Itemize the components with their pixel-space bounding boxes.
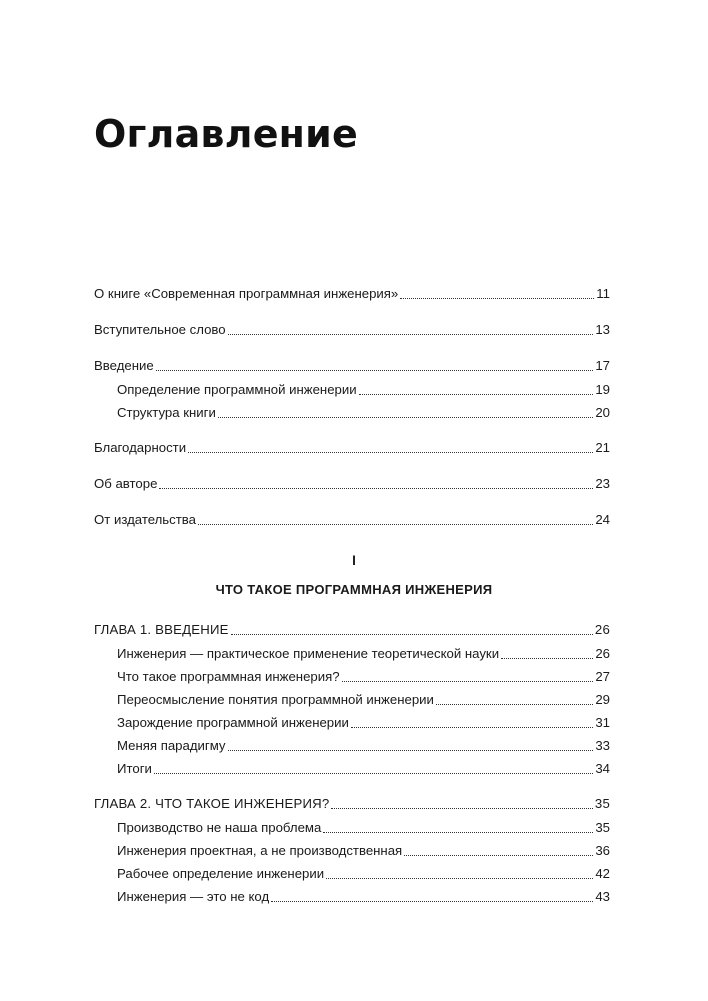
toc-entry-label: Об авторе (94, 476, 158, 491)
dot-leader (326, 877, 593, 879)
toc-chapter-label: ГЛАВА 2. ЧТО ТАКОЕ ИНЖЕНЕРИЯ? (94, 796, 330, 811)
toc-entry-label: Меняя парадигму (117, 738, 226, 753)
toc-subentry (117, 690, 610, 710)
dot-leader (198, 523, 593, 525)
toc-entry-label: Рабочее определение инженерии (117, 866, 325, 881)
toc-entry-page: 19 (595, 382, 610, 397)
toc-entry-page: 17 (595, 358, 610, 373)
toc-entry-label: Переосмысление понятия программной инженерии (117, 692, 434, 707)
toc-subentry (117, 736, 610, 756)
toc-subentry (117, 667, 610, 687)
toc-entry-page: 21 (595, 440, 610, 455)
toc-entry-page: 24 (595, 512, 610, 527)
toc-entry-page: 31 (595, 715, 610, 730)
toc-entry-page: 11 (596, 286, 610, 301)
part-number: I (352, 553, 356, 568)
toc-entry-label: Структура книги (117, 405, 216, 420)
toc-subentry (117, 841, 610, 861)
toc-entry-label: Инженерия — практическое применение теоретической науки (117, 646, 500, 661)
toc-entry-page: 13 (595, 322, 610, 337)
dot-leader (359, 393, 594, 395)
dot-leader (154, 772, 593, 774)
toc-chapter (94, 794, 610, 814)
toc-entry-page: 29 (595, 692, 610, 707)
toc-entry-label: Инженерия проектная, а не производственная (117, 843, 403, 858)
toc-entry-page: 23 (595, 476, 610, 491)
toc-entry-label: Что такое программная инженерия? (117, 669, 340, 684)
page-title: Оглавление (94, 112, 358, 156)
toc-entry-page: 42 (595, 866, 610, 881)
dot-leader (271, 900, 593, 902)
dot-leader (228, 333, 594, 335)
toc-entry-label: От издательства (94, 512, 197, 527)
toc-entry (94, 438, 610, 458)
toc-subentry (117, 403, 610, 423)
toc-entry-label: Введение (94, 358, 154, 373)
toc-entry-page: 36 (595, 843, 610, 858)
toc-entry-label: Производство не наша проблема (117, 820, 322, 835)
dot-leader (400, 297, 594, 299)
dot-leader (351, 726, 593, 728)
toc-subentry (117, 887, 610, 907)
toc-entry-label: Итоги (117, 761, 152, 776)
toc-chapter (94, 620, 610, 640)
dot-leader (501, 657, 593, 659)
dot-leader (228, 749, 594, 751)
toc-entry-label: Определение программной инженерии (117, 382, 357, 397)
toc-subentry (117, 818, 610, 838)
toc-entry-page: 34 (595, 761, 610, 776)
toc-entry-label: Инженерия — это не код (117, 889, 270, 904)
toc-entry-page: 35 (594, 796, 610, 811)
toc-entry-page: 26 (595, 646, 610, 661)
dot-leader (342, 680, 594, 682)
dot-leader (404, 854, 593, 856)
dot-leader (188, 451, 593, 453)
toc-subentry (117, 713, 610, 733)
toc-entry (94, 510, 610, 530)
dot-leader (218, 416, 594, 418)
toc-subentry (117, 864, 610, 884)
toc-entry (94, 284, 610, 304)
toc-entry-page: 27 (595, 669, 610, 684)
toc-entry (94, 320, 610, 340)
toc-subentry (117, 759, 610, 779)
part-title: ЧТО ТАКОЕ ПРОГРАММНАЯ ИНЖЕНЕРИЯ (215, 582, 493, 597)
toc-entry-label: Зарождение программной инженерии (117, 715, 349, 730)
dot-leader (323, 831, 593, 833)
toc-entry (94, 356, 610, 376)
toc-entry-page: 26 (594, 622, 610, 637)
dot-leader (156, 369, 594, 371)
dot-leader (231, 633, 593, 635)
dot-leader (331, 807, 593, 809)
toc-subentry (117, 380, 610, 400)
toc-entry-page: 20 (595, 405, 610, 420)
toc-entry-label: Вступительное слово (94, 322, 226, 337)
dot-leader (436, 703, 593, 705)
toc-subentry (117, 644, 610, 664)
toc-entry-page: 43 (595, 889, 610, 904)
toc-entry (94, 474, 610, 494)
toc-entry-label: Благодарности (94, 440, 187, 455)
toc-entry-label: О книге «Современная программная инженерия» (94, 286, 399, 301)
toc-chapter-label: ГЛАВА 1. ВВЕДЕНИЕ (94, 622, 229, 637)
toc-entry-page: 35 (595, 820, 610, 835)
dot-leader (159, 487, 593, 489)
toc-entry-page: 33 (595, 738, 610, 753)
